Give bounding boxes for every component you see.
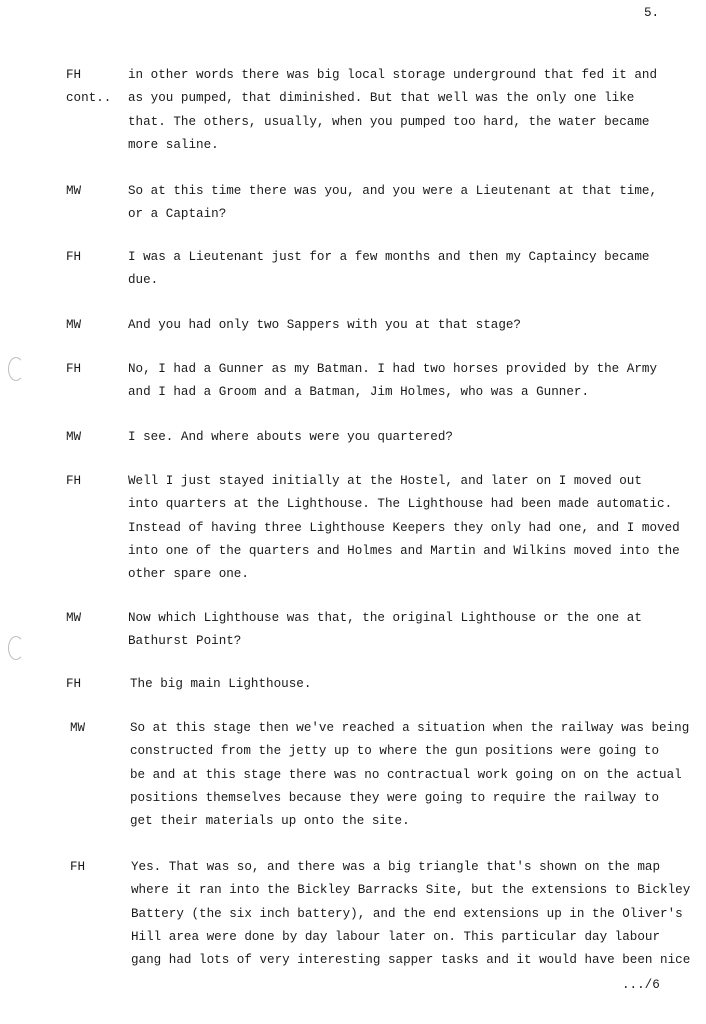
text-line: or a Captain? xyxy=(128,207,227,222)
speech-text xyxy=(131,856,701,972)
speaker-label: FH xyxy=(66,362,82,376)
text-line: Battery (the six inch battery), and the end extensions up in the Oliver's xyxy=(131,906,683,921)
text-line: Now which Lighthouse was that, the original Lighthouse or the one at xyxy=(128,611,642,625)
speech-text xyxy=(130,673,700,696)
speaker-label: FH xyxy=(70,860,86,874)
text-line: gang had lots of very interesting sapper tasks and it would have been nice xyxy=(131,953,691,968)
margin-mark xyxy=(8,636,24,660)
text-line: get their materials up onto the site. xyxy=(130,814,410,829)
text-line: and I had a Groom and a Batman, Jim Holmes, who was a Gunner. xyxy=(128,385,590,400)
speech-text xyxy=(128,314,698,337)
text-line: positions themselves because they were going to require the railway to xyxy=(130,790,660,805)
text-line: other spare one. xyxy=(128,567,249,582)
speaker-label: FH xyxy=(66,250,82,264)
text-line: And you had only two Sappers with you at that stage? xyxy=(128,318,521,332)
speaker-label: MW xyxy=(70,721,86,735)
speech-text xyxy=(128,64,698,157)
text-line: Hill area were done by day labour later on. This particular day labour xyxy=(131,929,661,944)
speech-text xyxy=(128,180,698,227)
text-line: I see. And where abouts were you quartered? xyxy=(128,430,453,444)
text-line: Bathurst Point? xyxy=(128,634,242,649)
text-line: constructed from the jetty up to where the gun positions were going to xyxy=(130,744,660,759)
speech-text xyxy=(128,358,698,405)
text-line: Yes. That was so, and there was a big triangle that's shown on the map xyxy=(131,860,661,874)
speaker-label: FH xyxy=(66,677,82,691)
text-line: be and at this stage there was no contractual work going on on the actual xyxy=(130,767,682,782)
speaker-label: FH cont.. xyxy=(66,68,112,105)
text-line: due. xyxy=(128,273,159,288)
text-line: I was a Lieutenant just for a few months and then my Captaincy became xyxy=(128,250,650,264)
continuation-marker: .../6 xyxy=(622,978,660,992)
speaker-label: MW xyxy=(66,318,82,332)
speaker-label: MW xyxy=(66,184,82,198)
speaker-label: MW xyxy=(66,611,82,625)
speech-text xyxy=(128,426,698,449)
text-line: Well I just stayed initially at the Hostel, and later on I moved out xyxy=(128,474,642,488)
speech-text xyxy=(128,246,698,293)
margin-mark xyxy=(8,357,24,381)
text-line: where it ran into the Bickley Barracks Site, but the extensions to Bickley xyxy=(131,883,691,898)
text-line: The big main Lighthouse. xyxy=(130,677,312,691)
text-line: So at this time there was you, and you were a Lieutenant at that time, xyxy=(128,184,658,198)
speaker-label: FH xyxy=(66,474,82,488)
text-line: as you pumped, that diminished. But that well was the only one like xyxy=(128,91,635,106)
text-line: into quarters at the Lighthouse. The Lighthouse had been made automatic. xyxy=(128,497,673,512)
speech-text xyxy=(128,470,698,586)
text-line: more saline. xyxy=(128,137,219,152)
text-line: in other words there was big local storage underground that fed it and xyxy=(128,68,658,82)
speaker-label: MW xyxy=(66,430,82,444)
text-line: that. The others, usually, when you pumped too hard, the water became xyxy=(128,114,650,129)
text-line: So at this stage then we've reached a situation when the railway was being xyxy=(130,721,690,735)
text-line: into one of the quarters and Holmes and Martin and Wilkins moved into the xyxy=(128,543,680,558)
speech-text xyxy=(128,607,698,654)
text-line: No, I had a Gunner as my Batman. I had two horses provided by the Army xyxy=(128,362,658,376)
text-line: Instead of having three Lighthouse Keepers they only had one, and I moved xyxy=(128,520,680,535)
page-number: 5. xyxy=(644,6,660,20)
speech-text xyxy=(130,717,700,833)
